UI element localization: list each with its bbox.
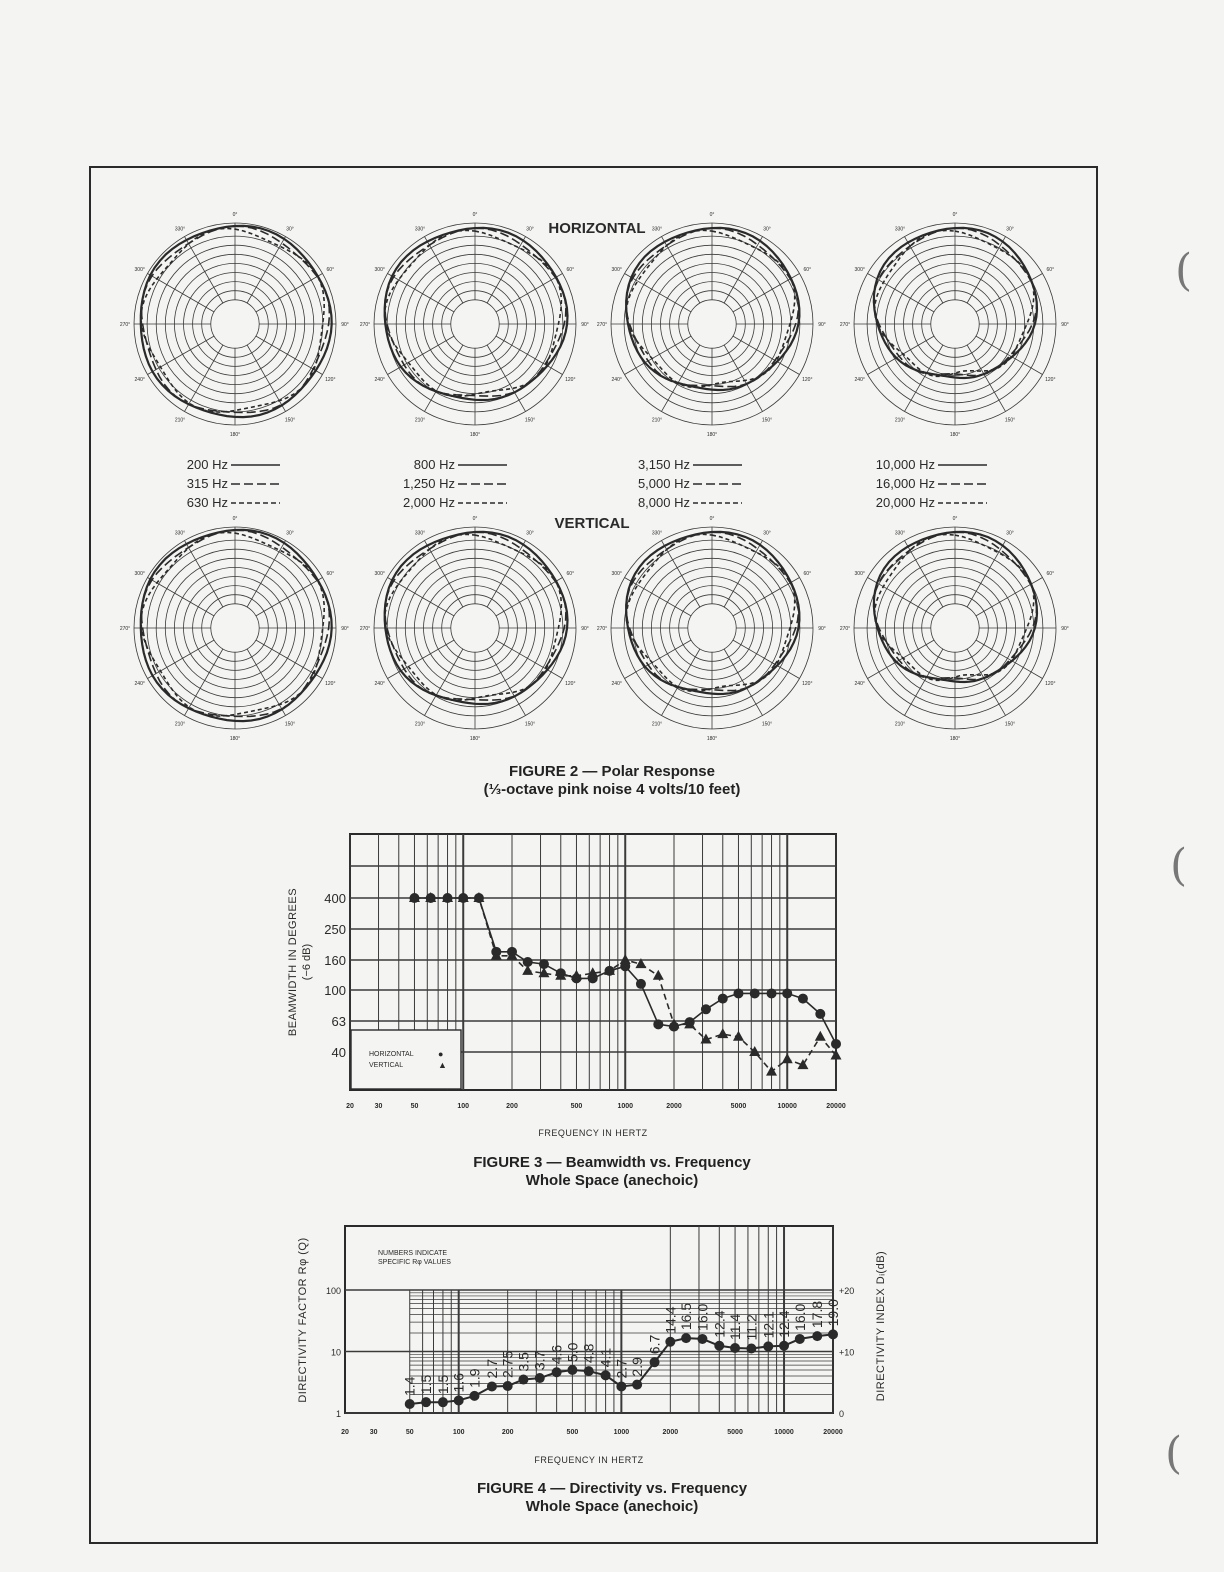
polar-angle-label: 120° bbox=[802, 377, 813, 383]
polar-angle-label: 30° bbox=[526, 530, 534, 537]
polar-angle-label: 180° bbox=[706, 432, 718, 438]
polar-angle-label: 240° bbox=[854, 377, 865, 383]
polar-angle-label: 210° bbox=[651, 417, 663, 424]
directivity-data-point bbox=[601, 1370, 611, 1380]
polar-angle-label: 150° bbox=[524, 721, 536, 728]
polar-angle-label: 300° bbox=[611, 571, 622, 577]
directivity-data-point bbox=[681, 1333, 691, 1343]
y2-tick-label: +20 bbox=[839, 1286, 855, 1296]
data-value-label: 1.9 bbox=[466, 1368, 483, 1388]
directivity-data-point bbox=[535, 1373, 545, 1383]
y-tick-label: 1 bbox=[335, 1409, 341, 1419]
polar-angle-label: 60° bbox=[803, 267, 812, 273]
note-line-1: NUMBERS INDICATE bbox=[378, 1250, 448, 1257]
legend-entry: 315 Hz bbox=[186, 476, 228, 491]
polar-angle-label: 0° bbox=[709, 516, 715, 522]
data-value-label: 12.1 bbox=[760, 1311, 777, 1339]
data-value-label: 11.2 bbox=[743, 1314, 760, 1341]
polar-angle-label: 240° bbox=[374, 681, 385, 687]
polar-angle-label: 210° bbox=[894, 417, 906, 424]
polar-angle-label: 240° bbox=[134, 681, 145, 687]
y-axis-label: BEAMWIDTH IN DEGREES bbox=[287, 887, 299, 1037]
polar-angle-label: 210° bbox=[651, 721, 663, 728]
polar-angle-label: 180° bbox=[949, 736, 961, 742]
directivity-data-point bbox=[632, 1380, 642, 1390]
y-axis-label: DIRECTIVITY FACTOR Rφ (Q) bbox=[297, 1237, 309, 1403]
polar-angle-label: 120° bbox=[1045, 681, 1056, 687]
directivity-data-point bbox=[438, 1397, 448, 1407]
x-tick-label: 500 bbox=[566, 1429, 579, 1436]
y-tick-label: 160 bbox=[324, 953, 346, 968]
polar-angle-label: 180° bbox=[229, 736, 241, 742]
figure3-title: FIGURE 3 — Beamwidth vs. Frequency bbox=[473, 1154, 751, 1171]
data-value-label: 17.8 bbox=[809, 1300, 826, 1329]
polar-angle-label: 30° bbox=[763, 226, 771, 233]
polar-angle-label: 60° bbox=[1046, 267, 1055, 273]
polar-angle-label: 0° bbox=[232, 212, 238, 218]
y2-tick-label: +10 bbox=[839, 1347, 855, 1358]
figure4-caption bbox=[0, 1480, 1224, 1516]
polar-angle-label: 30° bbox=[286, 226, 294, 233]
polar-angle-label: 180° bbox=[469, 432, 481, 438]
x-tick-label: 20 bbox=[341, 1429, 349, 1436]
directivity-data-point bbox=[584, 1366, 594, 1376]
polar-angle-label: 270° bbox=[839, 626, 851, 632]
polar-angle-label: 300° bbox=[374, 571, 385, 577]
polar-angle-label: 180° bbox=[949, 432, 961, 438]
polar-angle-label: 30° bbox=[286, 530, 294, 537]
punch-hole-mark: ( bbox=[1175, 245, 1193, 296]
polar-angle-label: 240° bbox=[374, 377, 385, 383]
directivity-data-point bbox=[795, 1334, 805, 1344]
polar-angle-label: 210° bbox=[414, 417, 426, 424]
polar-angle-label: 30° bbox=[1006, 226, 1014, 233]
horizontal-label: HORIZONTAL bbox=[548, 220, 646, 237]
polar-angle-label: 90° bbox=[581, 322, 589, 328]
polar-angle-label: 120° bbox=[565, 377, 576, 383]
polar-angle-label: 240° bbox=[854, 681, 865, 687]
polar-angle-label: 0° bbox=[472, 516, 478, 522]
data-value-label: 2.7 bbox=[483, 1359, 500, 1379]
data-value-label: 16.5 bbox=[678, 1302, 695, 1331]
x-tick-label: 2000 bbox=[662, 1429, 679, 1436]
x-tick-label: 100 bbox=[457, 1103, 470, 1110]
polar-angle-label: 120° bbox=[325, 377, 336, 383]
polar-angle-label: 90° bbox=[1061, 626, 1069, 632]
figure4-title: FIGURE 4 — Directivity vs. Frequency bbox=[476, 1480, 748, 1497]
x-tick-label: 5000 bbox=[730, 1103, 747, 1110]
data-value-label: 5.0 bbox=[564, 1342, 581, 1363]
polar-angle-label: 180° bbox=[469, 736, 481, 742]
x-tick-label: 20000 bbox=[826, 1103, 846, 1110]
data-value-label: 1.6 bbox=[450, 1372, 467, 1393]
legend-horizontal-label: HORIZONTAL bbox=[369, 1051, 414, 1058]
x-tick-label: 1000 bbox=[613, 1429, 630, 1436]
data-value-label: 4.6 bbox=[548, 1344, 565, 1365]
directivity-data-point bbox=[469, 1391, 479, 1401]
polar-angle-label: 120° bbox=[325, 681, 336, 687]
polar-angle-label: 150° bbox=[1004, 721, 1016, 728]
figure2-title: FIGURE 2 — Polar Response bbox=[509, 763, 715, 780]
polar-angle-label: 60° bbox=[803, 571, 812, 577]
y2-tick-label: 0 bbox=[839, 1409, 845, 1419]
polar-angle-label: 60° bbox=[326, 571, 335, 577]
x-tick-label: 20 bbox=[346, 1103, 354, 1110]
polar-angle-label: 30° bbox=[1006, 530, 1014, 537]
polar-angle-label: 30° bbox=[763, 530, 771, 537]
polar-angle-label: 210° bbox=[894, 721, 906, 728]
legend-entry: 1,250 Hz bbox=[402, 476, 455, 491]
polar-angle-label: 270° bbox=[596, 626, 608, 632]
data-value-label: 1.4 bbox=[401, 1376, 418, 1397]
polar-angle-label: 270° bbox=[839, 322, 851, 328]
y-tick-label: 40 bbox=[331, 1045, 346, 1060]
directivity-data-point bbox=[763, 1341, 773, 1351]
directivity-data-point bbox=[812, 1331, 822, 1341]
polar-angle-label: 330° bbox=[174, 530, 186, 537]
polar-angle-label: 0° bbox=[232, 516, 238, 522]
polar-angle-label: 300° bbox=[854, 571, 865, 577]
data-value-label: 1.5 bbox=[418, 1374, 435, 1395]
x-axis-label: FREQUENCY IN HERTZ bbox=[534, 1455, 644, 1465]
polar-angle-label: 120° bbox=[1045, 377, 1056, 383]
polar-angle-label: 210° bbox=[174, 417, 186, 424]
data-value-label: 12.4 bbox=[776, 1310, 793, 1338]
polar-angle-label: 330° bbox=[894, 226, 906, 233]
polar-angle-label: 150° bbox=[1004, 417, 1016, 424]
polar-angle-label: 60° bbox=[566, 571, 575, 577]
directivity-data-point bbox=[421, 1397, 431, 1407]
polar-angle-label: 240° bbox=[134, 377, 145, 383]
polar-angle-label: 0° bbox=[952, 212, 958, 218]
polar-angle-label: 330° bbox=[651, 226, 663, 233]
data-value-label: 16.0 bbox=[694, 1303, 711, 1331]
x-tick-label: 50 bbox=[410, 1103, 419, 1110]
directivity-data-point bbox=[650, 1357, 660, 1367]
directivity-data-point bbox=[779, 1341, 789, 1351]
data-value-label: 4.1 bbox=[597, 1347, 614, 1368]
x-tick-label: 10000 bbox=[777, 1103, 797, 1110]
directivity-data-point bbox=[503, 1381, 513, 1391]
polar-angle-label: 90° bbox=[818, 626, 826, 632]
polar-angle-label: 300° bbox=[134, 571, 145, 577]
polar-angle-label: 240° bbox=[611, 681, 622, 687]
y-tick-label: 10 bbox=[330, 1347, 341, 1358]
polar-angle-label: 270° bbox=[119, 322, 131, 328]
x-tick-label: 30 bbox=[374, 1103, 383, 1110]
directivity-data-point bbox=[697, 1334, 707, 1344]
polar-angle-label: 210° bbox=[174, 721, 186, 728]
x-tick-label: 200 bbox=[501, 1429, 514, 1436]
polar-angle-label: 270° bbox=[596, 322, 608, 328]
y-tick-label: 400 bbox=[324, 891, 346, 906]
polar-angle-label: 90° bbox=[341, 322, 349, 328]
polar-angle-label: 300° bbox=[854, 267, 865, 273]
data-value-label: 12.4 bbox=[711, 1310, 728, 1338]
polar-angle-label: 300° bbox=[611, 267, 622, 273]
figure2-caption bbox=[0, 763, 1224, 799]
polar-angle-label: 180° bbox=[229, 432, 241, 438]
polar-angle-label: 180° bbox=[706, 736, 718, 742]
directivity-data-point bbox=[405, 1399, 415, 1409]
data-value-label: 2.7 bbox=[613, 1359, 630, 1379]
y-tick-label: 250 bbox=[324, 922, 346, 937]
polar-angle-label: 60° bbox=[326, 267, 335, 273]
directivity-data-point bbox=[665, 1337, 675, 1347]
punch-hole-mark: ( bbox=[1170, 840, 1188, 891]
data-value-label: 3.5 bbox=[515, 1352, 532, 1372]
data-value-label: 14.4 bbox=[662, 1306, 679, 1334]
legend-entry: 3,150 Hz bbox=[637, 457, 690, 472]
polar-angle-label: 150° bbox=[761, 417, 773, 424]
y-tick-label: 100 bbox=[325, 1286, 341, 1296]
data-value-label: 4.8 bbox=[580, 1343, 597, 1364]
directivity-data-point bbox=[518, 1375, 528, 1385]
directivity-data-point bbox=[616, 1381, 626, 1391]
punch-hole-mark: ( bbox=[1165, 1428, 1183, 1479]
x-tick-label: 1000 bbox=[617, 1103, 634, 1110]
polar-angle-label: 60° bbox=[1046, 571, 1055, 577]
legend-entry: 20,000 Hz bbox=[875, 495, 935, 510]
polar-angle-label: 330° bbox=[414, 226, 426, 233]
note-line-2: SPECIFIC Rφ VALUES bbox=[378, 1259, 451, 1266]
polar-angle-label: 0° bbox=[472, 212, 478, 218]
polar-angle-label: 90° bbox=[1061, 322, 1069, 328]
polar-angle-label: 240° bbox=[611, 377, 622, 383]
x-tick-label: 30 bbox=[369, 1429, 378, 1436]
y2-axis-label: DIRECTIVITY INDEX Dᵢ(dB) bbox=[875, 1250, 887, 1402]
data-value-label: 2.9 bbox=[629, 1357, 646, 1377]
figure4-subtitle: Whole Space (anechoic) bbox=[525, 1498, 699, 1515]
x-tick-label: 5000 bbox=[727, 1429, 743, 1436]
x-axis-label: FREQUENCY IN HERTZ bbox=[538, 1128, 648, 1138]
note-box bbox=[346, 1227, 506, 1287]
data-value-label: 11.4 bbox=[727, 1313, 744, 1341]
polar-angle-label: 0° bbox=[709, 212, 715, 218]
polar-angle-label: 300° bbox=[374, 267, 385, 273]
legend-vertical-marker: ▲ bbox=[438, 1060, 447, 1070]
legend-vertical-label: VERTICAL bbox=[369, 1062, 404, 1069]
legend-horizontal-marker: ● bbox=[438, 1049, 444, 1059]
figure3-caption bbox=[0, 1154, 1224, 1190]
legend-entry: 5,000 Hz bbox=[637, 476, 690, 491]
polar-angle-label: 150° bbox=[524, 417, 536, 424]
directivity-data-point bbox=[487, 1381, 497, 1391]
polar-angle-label: 90° bbox=[818, 322, 826, 328]
x-tick-label: 100 bbox=[452, 1429, 465, 1436]
y-axis-sublabel: (−6 dB) bbox=[301, 943, 313, 981]
data-value-label: 2.75 bbox=[499, 1350, 516, 1378]
y-tick-label: 100 bbox=[324, 983, 346, 998]
polar-angle-label: 330° bbox=[174, 226, 186, 233]
polar-angle-label: 90° bbox=[581, 626, 589, 632]
polar-angle-label: 150° bbox=[761, 721, 773, 728]
data-value-label: 19.0 bbox=[825, 1299, 841, 1327]
polar-angle-label: 90° bbox=[341, 626, 349, 632]
data-value-label: 3.7 bbox=[531, 1350, 548, 1371]
polar-angle-label: 0° bbox=[952, 516, 958, 522]
directivity-data-point bbox=[454, 1395, 464, 1405]
data-value-label: 1.5 bbox=[434, 1374, 451, 1395]
directivity-data-point bbox=[714, 1341, 724, 1351]
figure3-subtitle: Whole Space (anechoic) bbox=[525, 1172, 699, 1189]
polar-angle-label: 330° bbox=[651, 530, 663, 537]
polar-angle-label: 150° bbox=[284, 721, 296, 728]
legend-entry: 200 Hz bbox=[186, 457, 228, 472]
x-tick-label: 10000 bbox=[774, 1429, 794, 1436]
directivity-data-point bbox=[730, 1343, 740, 1353]
x-tick-label: 2000 bbox=[666, 1103, 682, 1110]
x-tick-label: 500 bbox=[570, 1103, 583, 1110]
data-value-label: 6.7 bbox=[646, 1334, 663, 1355]
legend-entry: 10,000 Hz bbox=[875, 457, 935, 472]
polar-angle-label: 30° bbox=[526, 226, 534, 233]
polar-angle-label: 60° bbox=[566, 267, 575, 273]
x-tick-label: 50 bbox=[405, 1429, 414, 1436]
legend-entry: 630 Hz bbox=[186, 495, 228, 510]
polar-angle-label: 330° bbox=[894, 530, 906, 537]
polar-angle-label: 210° bbox=[414, 721, 426, 728]
legend-entry: 2,000 Hz bbox=[402, 495, 455, 510]
figure2-subtitle: (⅓-octave pink noise 4 volts/10 feet) bbox=[483, 781, 741, 798]
polar-angle-label: 120° bbox=[802, 681, 813, 687]
directivity-data-point bbox=[552, 1367, 562, 1377]
y-tick-label: 63 bbox=[331, 1014, 346, 1029]
x-tick-label: 200 bbox=[506, 1103, 518, 1110]
polar-angle-label: 150° bbox=[284, 417, 296, 424]
vertical-label: VERTICAL bbox=[554, 515, 630, 532]
polar-angle-label: 120° bbox=[565, 681, 576, 687]
polar-angle-label: 270° bbox=[359, 626, 371, 632]
directivity-data-point bbox=[828, 1329, 838, 1339]
legend-entry: 16,000 Hz bbox=[875, 476, 935, 491]
polar-angle-label: 270° bbox=[359, 322, 371, 328]
directivity-data-point bbox=[567, 1365, 577, 1375]
data-value-label: 16.0 bbox=[791, 1303, 808, 1331]
legend-entry: 800 Hz bbox=[413, 457, 455, 472]
directivity-data-point bbox=[746, 1343, 756, 1353]
x-tick-label: 20000 bbox=[823, 1429, 843, 1436]
polar-angle-label: 330° bbox=[414, 530, 426, 537]
legend-entry: 8,000 Hz bbox=[637, 495, 690, 510]
polar-angle-label: 270° bbox=[119, 626, 131, 632]
polar-angle-label: 300° bbox=[134, 267, 145, 273]
